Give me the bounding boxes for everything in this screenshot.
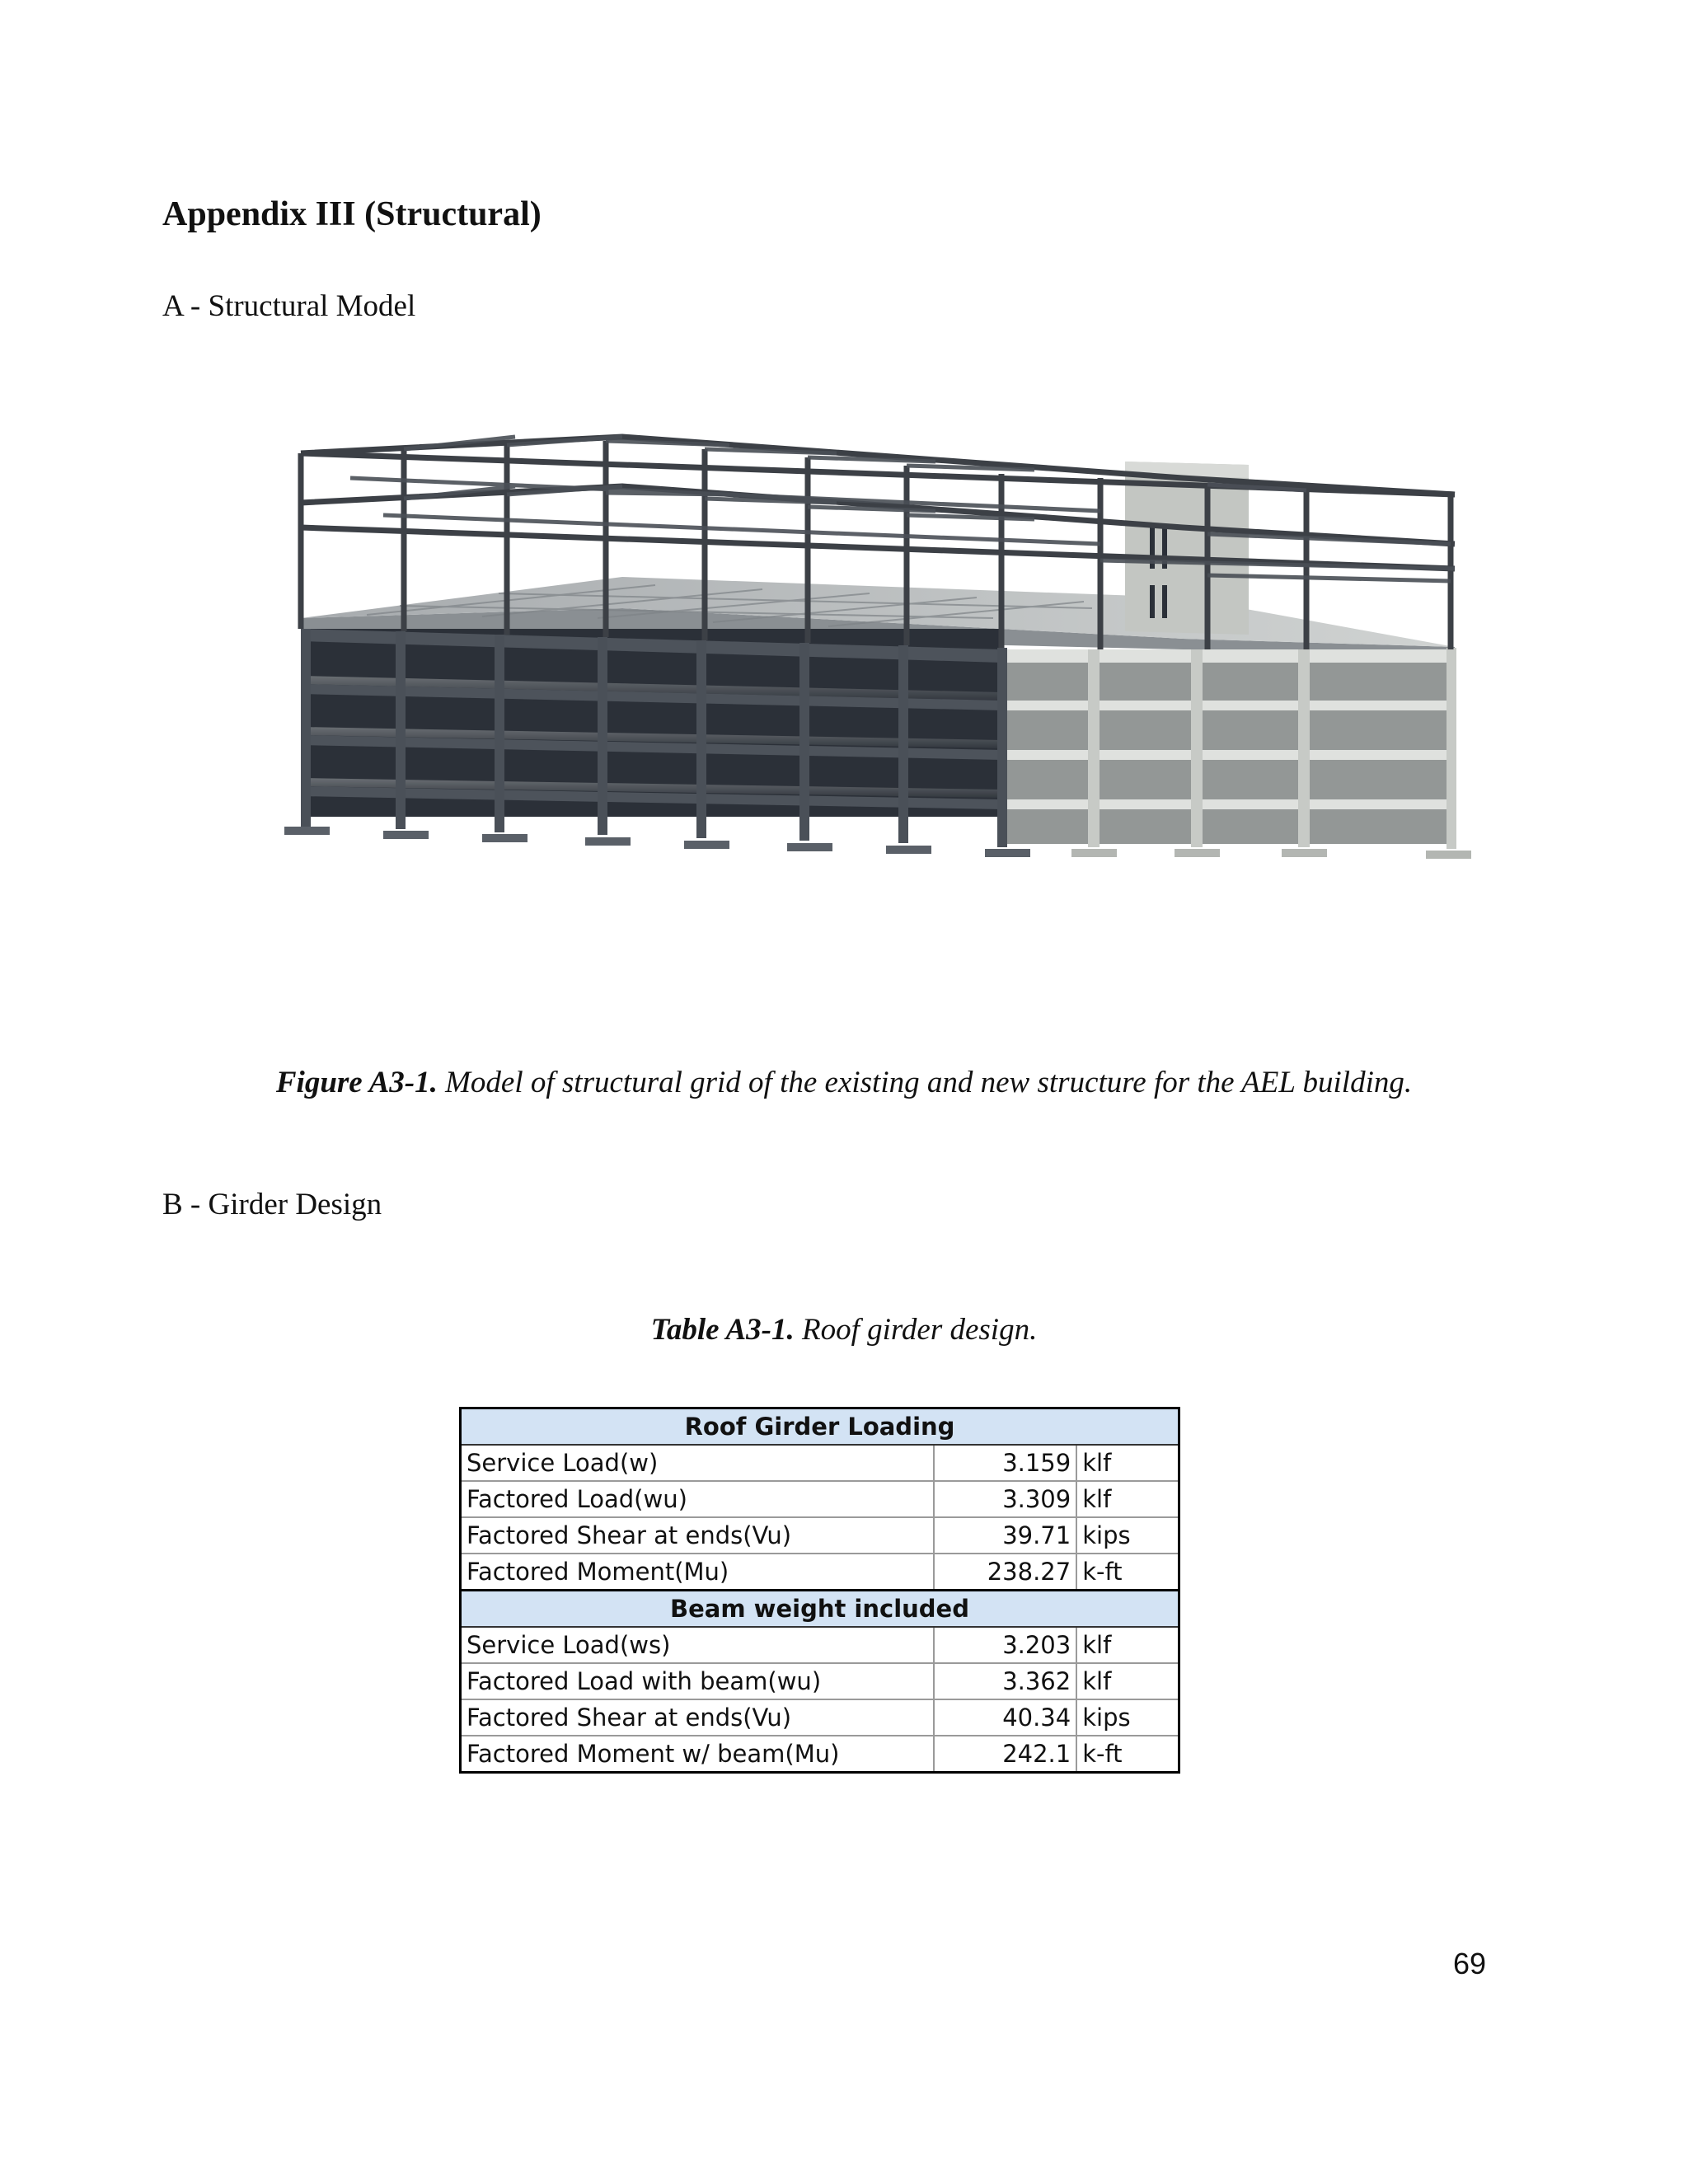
structural-model-figure: [268, 429, 1484, 940]
row-label: Factored Load(wu): [461, 1481, 934, 1517]
table-row: [461, 1699, 1179, 1736]
table-caption-text: Roof girder design.: [794, 1313, 1038, 1347]
row-unit: kips: [1076, 1517, 1179, 1554]
row-unit: k-ft: [1076, 1736, 1179, 1773]
section-b-heading: B - Girder Design: [162, 1188, 382, 1221]
table-row: [461, 1445, 1179, 1481]
row-unit: klf: [1076, 1481, 1179, 1517]
table-row: [461, 1554, 1179, 1591]
row-value: 3.362: [934, 1663, 1077, 1699]
table-section-header: [461, 1591, 1179, 1628]
row-value: 39.71: [934, 1517, 1077, 1554]
row-value: 242.1: [934, 1736, 1077, 1773]
figure-caption-text: Model of structural grid of the existing and new structure for the AEL building.: [437, 1066, 1413, 1099]
row-label: Factored Shear at ends(Vu): [461, 1517, 934, 1554]
row-label: Factored Moment w/ beam(Mu): [461, 1736, 934, 1773]
table-row: [461, 1481, 1179, 1517]
table-caption: [0, 1312, 1688, 1347]
row-value: 3.203: [934, 1627, 1077, 1663]
figure-caption-label: Figure A3-1.: [275, 1066, 438, 1099]
girder-design-table: [459, 1407, 1180, 1774]
row-value: 3.309: [934, 1481, 1077, 1517]
row-unit: k-ft: [1076, 1554, 1179, 1591]
table-row: [461, 1517, 1179, 1554]
row-label: Factored Shear at ends(Vu): [461, 1699, 934, 1736]
table-caption-label: Table A3-1.: [650, 1313, 795, 1347]
row-unit: klf: [1076, 1445, 1179, 1481]
row-label: Factored Moment(Mu): [461, 1554, 934, 1591]
section-title: Beam weight included: [461, 1591, 1179, 1628]
table-section-header: [461, 1408, 1179, 1446]
structural-model-image: [268, 429, 1484, 940]
row-value: 238.27: [934, 1554, 1077, 1591]
page-heading: Appendix III (Structural): [162, 195, 542, 233]
row-label: Service Load(w): [461, 1445, 934, 1481]
row-unit: klf: [1076, 1663, 1179, 1699]
row-value: 3.159: [934, 1445, 1077, 1481]
section-a-heading: A - Structural Model: [162, 289, 416, 323]
table-row: [461, 1663, 1179, 1699]
table-row: [461, 1627, 1179, 1663]
row-label: Factored Load with beam(wu): [461, 1663, 934, 1699]
row-unit: kips: [1076, 1699, 1179, 1736]
row-value: 40.34: [934, 1699, 1077, 1736]
row-unit: klf: [1076, 1627, 1179, 1663]
section-title: Roof Girder Loading: [461, 1408, 1179, 1446]
row-label: Service Load(ws): [461, 1627, 934, 1663]
figure-caption: [0, 1065, 1688, 1100]
page-number: 69: [1453, 1947, 1487, 1980]
table-row: [461, 1736, 1179, 1773]
